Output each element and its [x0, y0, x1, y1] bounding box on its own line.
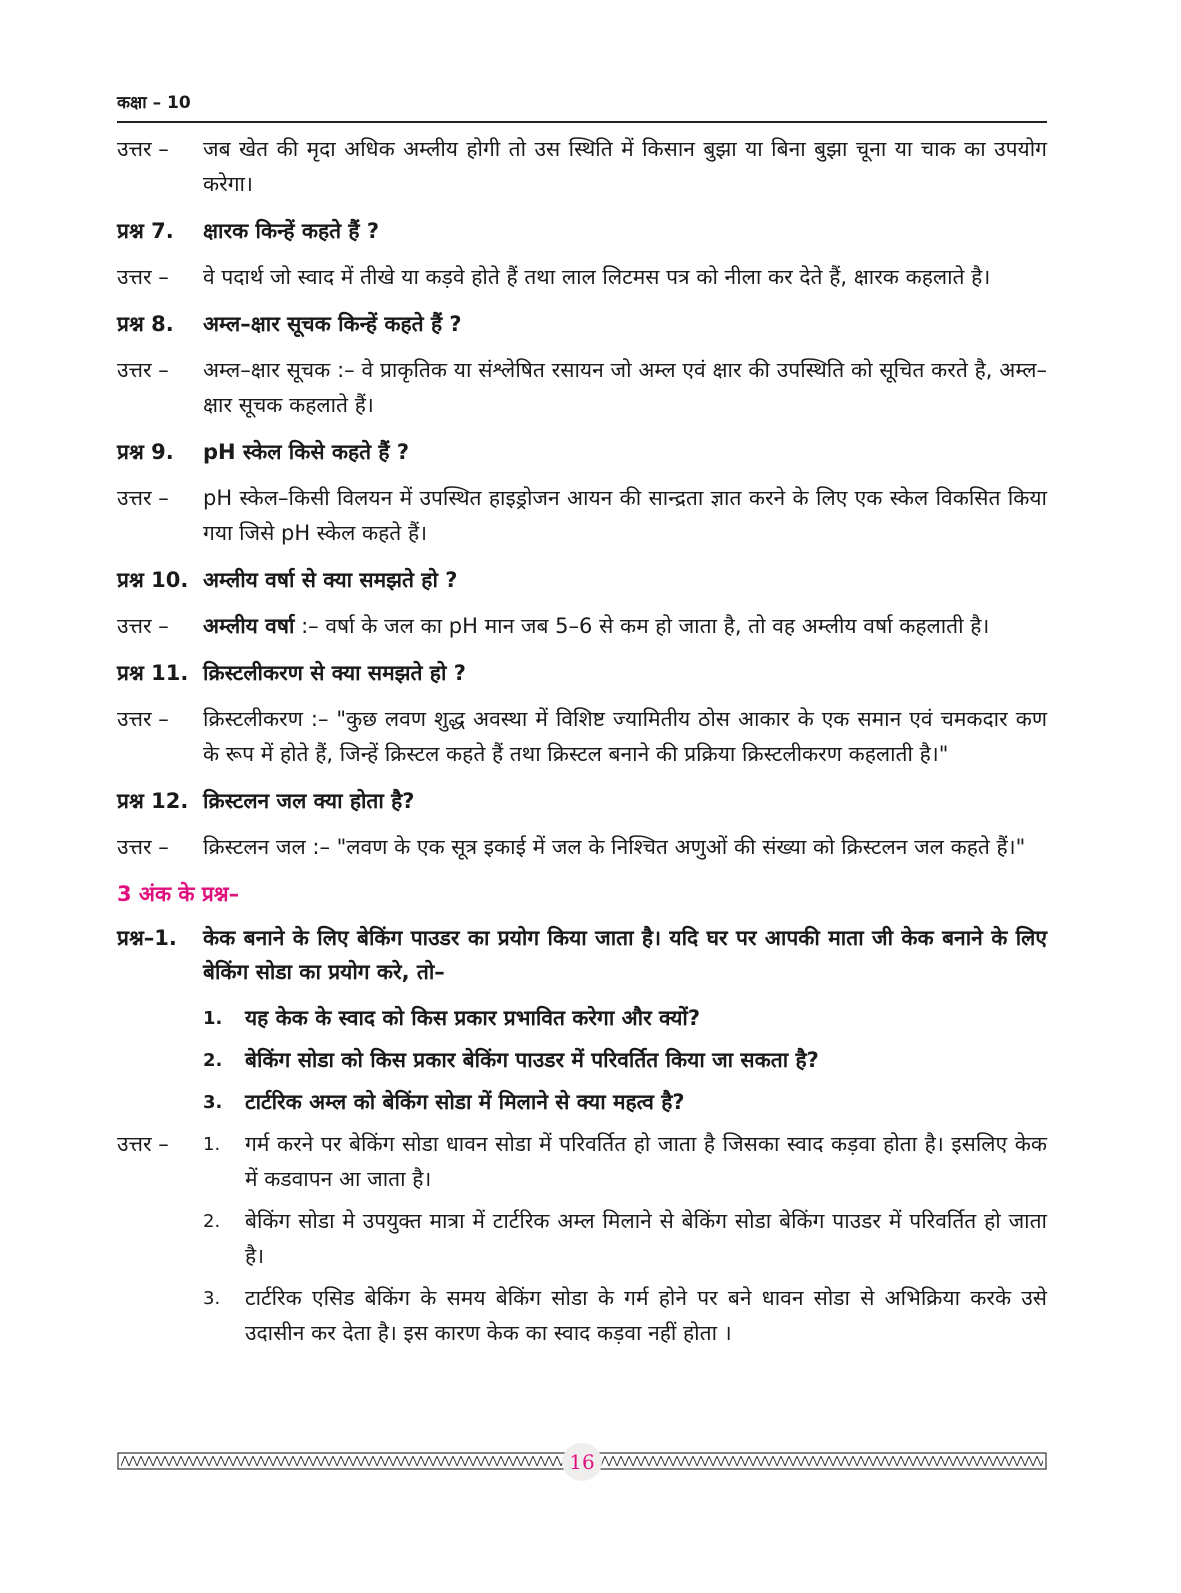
section-heading: 3 अंक के प्रश्न–: [117, 882, 240, 906]
answer-label: उत्तर –: [117, 137, 169, 161]
page-content: [117, 132, 1047, 1358]
answer-text: जब खेत की मृदा अधिक अम्लीय होगी तो उस स्थिति में किसान बुझा या बिना बुझा चूना या चाक का उपयोग करेगा।: [203, 137, 1047, 196]
question-text: अम्लीय वर्षा से क्या समझते हो ?: [203, 568, 458, 592]
page-footer: [117, 1447, 1047, 1477]
question-text: क्रिस्टलन जल क्या होता है?: [203, 789, 415, 813]
question-label: प्रश्न 8.: [117, 312, 174, 336]
answer-term: अम्लीय वर्षा: [203, 614, 295, 638]
question-9: [117, 435, 1047, 469]
question-7: [117, 214, 1047, 248]
answer-text: क्रिस्टलन जल :– "लवण के एक सूत्र इकाई में जल के निश्चित अणुओं की संख्या को क्रिस्टलन जल कहते हैं।": [203, 835, 1026, 859]
question-12: [117, 784, 1047, 818]
answer-6: [117, 132, 1047, 202]
sub-question: [203, 1085, 1047, 1120]
answer-text: pH स्केल–किसी विलयन में उपस्थित हाइड्रोजन आयन की सान्द्रता ज्ञात करने के लिए एक स्केल विकसित किया गया जिसे pH स्केल कहते हैं।: [203, 486, 1047, 545]
sub-question-text: बेकिंग सोडा को किस प्रकार बेकिंग पाउडर में परिवर्तित किया जा सकता है?: [245, 1048, 819, 1072]
answer-rest: :– वर्षा के जल का pH मान जब 5–6 से कम हो जाता है, तो वह अम्लीय वर्षा कहलाती है।: [294, 614, 990, 638]
answer-item-text: गर्म करने पर बेकिंग सोडा धावन सोडा में परिवर्तित हो जाता है जिसका स्वाद कड़वा होता है। इसलिए केक में कडवापन आ जाता है।: [245, 1132, 1047, 1191]
page-number: 16: [562, 1443, 602, 1481]
answer-text: वे पदार्थ जो स्वाद में तीखे या कड़वे होते हैं तथा लाल लिटमस पत्र को नीला कर देते हैं, क्षारक कहलाते है।: [203, 265, 991, 289]
class-header: कक्षा – 10: [117, 93, 191, 113]
sub-question-text: टार्टरिक अम्ल को बेकिंग सोडा में मिलाने से क्या महत्व है?: [245, 1090, 685, 1114]
sub-question-number: 1.: [203, 1008, 223, 1029]
sub-question: [203, 1001, 1047, 1036]
question-label: प्रश्न 11.: [117, 661, 189, 685]
answer-3mark-1: [117, 1127, 1047, 1358]
question-8: [117, 307, 1047, 341]
question-label: प्रश्न–1.: [117, 926, 177, 950]
answer-label: उत्तर –: [117, 1132, 169, 1156]
question-text: क्षारक किन्हें कहते हैं ?: [203, 219, 380, 243]
answer-item: [203, 1281, 1047, 1351]
answer-number: 1.: [203, 1134, 221, 1155]
answer-label: उत्तर –: [117, 486, 169, 510]
question-10: [117, 563, 1047, 597]
sub-question: [203, 1043, 1047, 1078]
question-text: अम्ल–क्षार सूचक किन्हें कहते हैं ?: [203, 312, 462, 336]
answer-12: [117, 830, 1047, 865]
answer-11: [117, 702, 1047, 772]
answer-number: 2.: [203, 1211, 221, 1232]
answer-item-text: टार्टरिक एसिड बेकिंग के समय बेकिंग सोडा के गर्म होने पर बने धावन सोडा से अभिक्रिया करके उसे उदासीन कर देता है। इस कारण केक का स्वाद कड़वा नहीं होता ।: [245, 1286, 1047, 1345]
answer-label: उत्तर –: [117, 835, 169, 859]
answer-text: क्रिस्टलीकरण :– "कुछ लवण शुद्ध अवस्था में विशिष्ट ज्यामितीय ठोस आकार के एक समान एवं चमकदार कण के रूप में होते हैं, जिन्हें क्रिस्टल कहते हैं तथा क्रिस्टल बनाने की प्रक्रिया क्रिस्टलीकरण कहलाती है।": [203, 707, 1047, 766]
sub-question-number: 2.: [203, 1050, 223, 1071]
answer-list: [203, 1127, 1047, 1358]
question-11: [117, 656, 1047, 690]
question-label: प्रश्न 10.: [117, 568, 189, 592]
answer-number: 3.: [203, 1288, 221, 1309]
answer-7: [117, 260, 1047, 295]
answer-item: [203, 1204, 1047, 1274]
answer-label: उत्तर –: [117, 358, 169, 382]
question-3mark-1: [117, 921, 1047, 989]
question-text: केक बनाने के लिए बेकिंग पाउडर का प्रयोग किया जाता है। यदि घर पर आपकी माता जी केक बनाने के लिए बेकिंग सोडा का प्रयोग करे, तो–: [203, 926, 1047, 984]
answer-item: [203, 1127, 1047, 1197]
answer-label: उत्तर –: [117, 707, 169, 731]
sub-question-number: 3.: [203, 1092, 223, 1113]
header-rule: [117, 121, 1047, 123]
question-label: प्रश्न 12.: [117, 789, 189, 813]
sub-question-text: यह केक के स्वाद को किस प्रकार प्रभावित करेगा और क्यों?: [245, 1006, 701, 1030]
answer-label: उत्तर –: [117, 265, 169, 289]
sub-question-list: [203, 1001, 1047, 1120]
answer-item-text: बेकिंग सोडा मे उपयुक्त मात्रा में टार्टरिक अम्ल मिलाने से बेकिंग सोडा बेकिंग पाउडर में परिवर्तित हो जाता है।: [245, 1209, 1047, 1268]
question-text: क्रिस्टलीकरण से क्या समझते हो ?: [203, 661, 466, 685]
question-label: प्रश्न 9.: [117, 440, 174, 464]
question-text: pH स्केल किसे कहते हैं ?: [203, 440, 410, 464]
answer-text: [203, 609, 1047, 644]
answer-label: उत्तर –: [117, 614, 169, 638]
answer-9: [117, 481, 1047, 551]
answer-10: [117, 609, 1047, 644]
question-label: प्रश्न 7.: [117, 219, 174, 243]
answer-text: अम्ल–क्षार सूचक :– वे प्राकृतिक या संश्लेषित रसायन जो अम्ल एवं क्षार की उपस्थिति को सूचित करते है, अम्ल–क्षार सूचक कहलाते हैं।: [203, 358, 1047, 417]
answer-8: [117, 353, 1047, 423]
